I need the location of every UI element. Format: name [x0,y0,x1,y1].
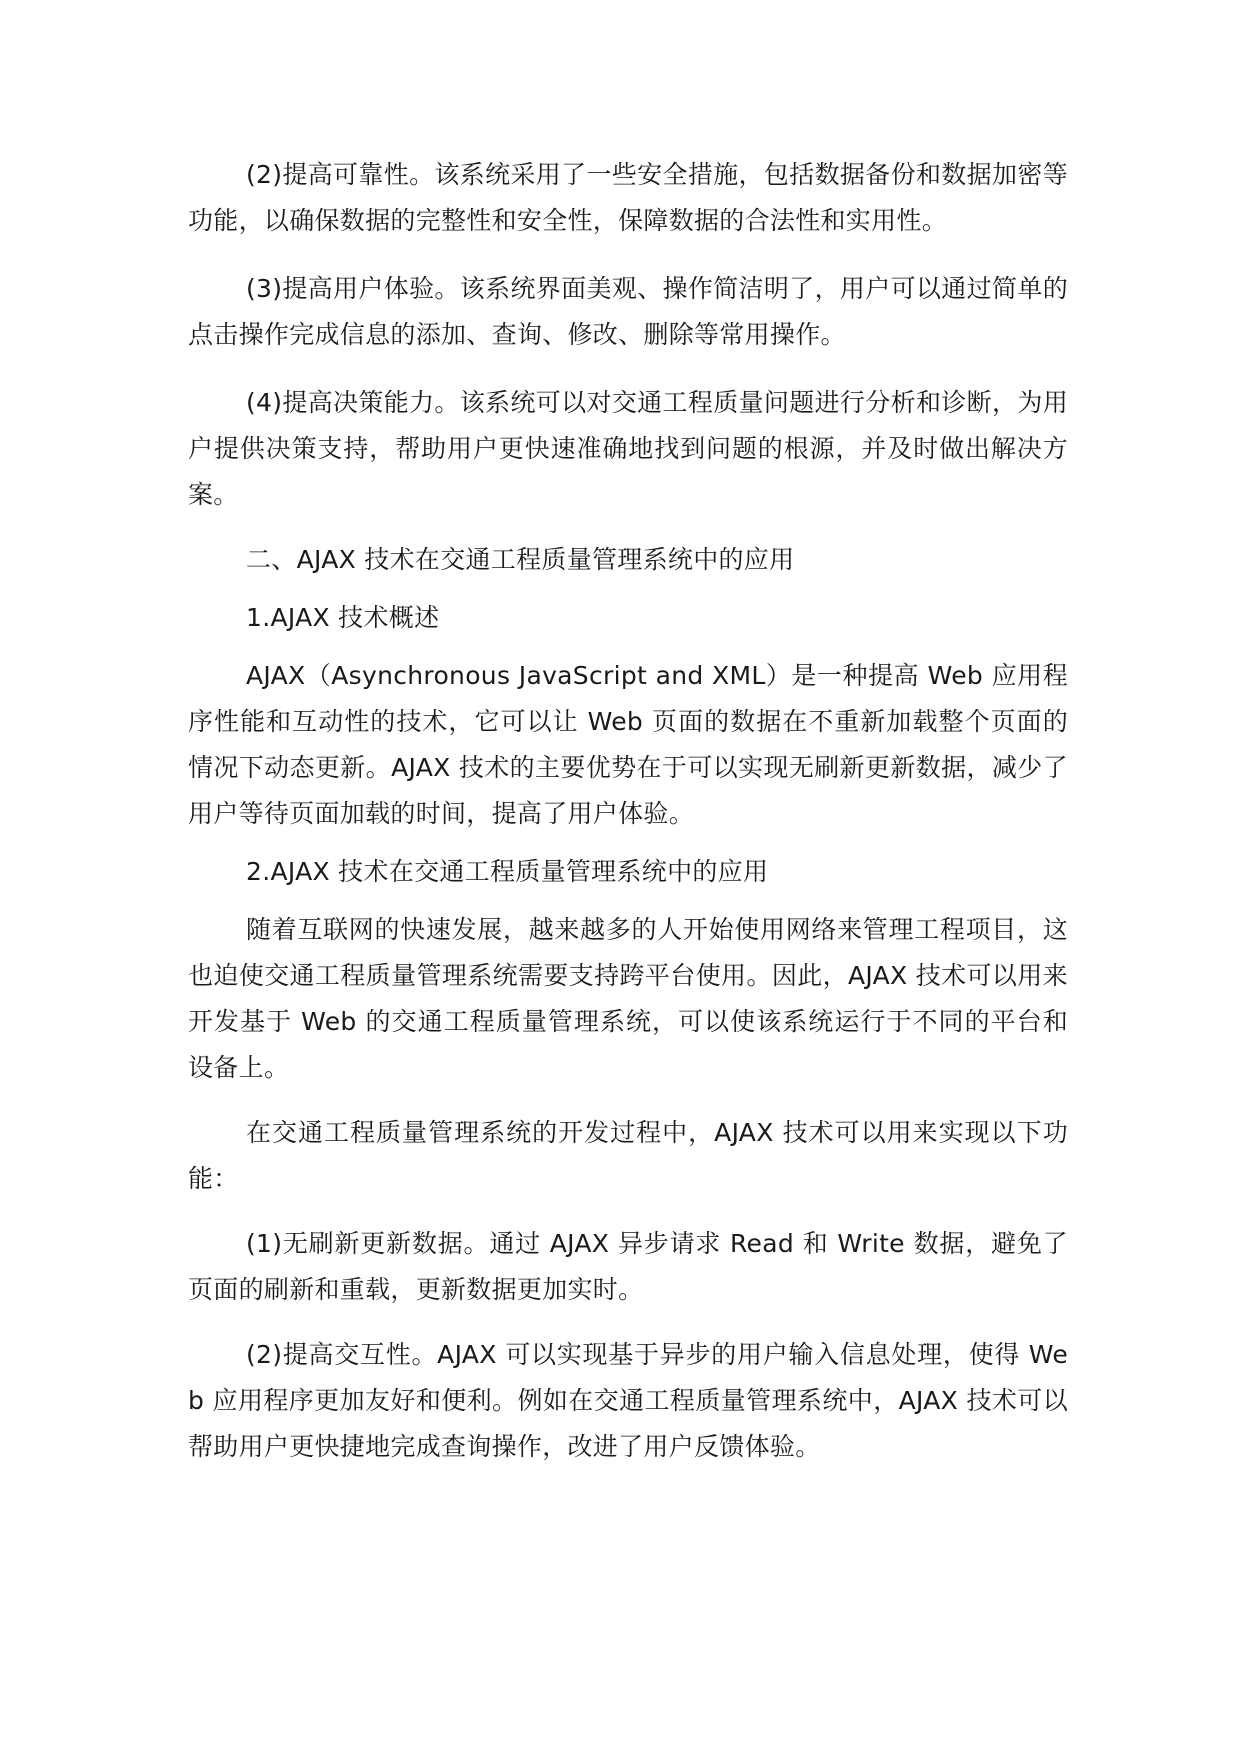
paragraph-cross-platform: 随着互联网的快速发展，越来越多的人开始使用网络来管理工程项目，这也迫使交通工程质量管理系统需要支持跨平台使用。因此，AJAX 技术可以用来开发基于 Web 的交通工程质量管理系统，可以使该系统运行于不同的平台和设备上。 [188,915,1068,1082]
section-heading-ajax-application: 二、AJAX 技术在交通工程质量管理系统中的应用 [246,545,795,574]
paragraph-no-refresh-update: (1)无刷新更新数据。通过 AJAX 异步请求 Read 和 Write 数据，避免了页面的刷新和重载，更新数据更加实时。 [188,1229,1068,1304]
paragraph-functions-intro: 在交通工程质量管理系统的开发过程中，AJAX 技术可以用来实现以下功能： [188,1118,1068,1193]
subsection-heading-ajax-overview: 1.AJAX 技术概述 [246,603,440,632]
subsection-heading-ajax-in-system: 2.AJAX 技术在交通工程质量管理系统中的应用 [246,857,769,886]
paragraph-ajax-definition: AJAX（Asynchronous JavaScript and XML）是一种提高 Web 应用程序性能和互动性的技术，它可以让 Web 页面的数据在不重新加载整个页面的情况下动态更新。AJAX 技术的主要优势在于可以实现无刷新更新数据，减少了用户等待页面加载的时间，提高了用户体验。 [188,661,1068,828]
paragraph-reliability: (2)提高可靠性。该系统采用了一些安全措施，包括数据备份和数据加密等功能，以确保数据的完整性和安全性，保障数据的合法性和实用性。 [188,160,1068,235]
paragraph-user-experience: (3)提高用户体验。该系统界面美观、操作简洁明了，用户可以通过简单的点击操作完成信息的添加、查询、修改、删除等常用操作。 [188,274,1068,349]
paragraph-interactivity: (2)提高交互性。AJAX 可以实现基于异步的用户输入信息处理，使得 Web 应用程序更加友好和便利。例如在交通工程质量管理系统中，AJAX 技术可以帮助用户更快捷地完成查询操作，改进了用户反馈体验。 [188,1340,1068,1461]
document-body [188,152,1068,1470]
paragraph-decision-making: (4)提高决策能力。该系统可以对交通工程质量问题进行分析和诊断，为用户提供决策支持，帮助用户更快速准确地找到问题的根源，并及时做出解决方案。 [188,388,1068,509]
